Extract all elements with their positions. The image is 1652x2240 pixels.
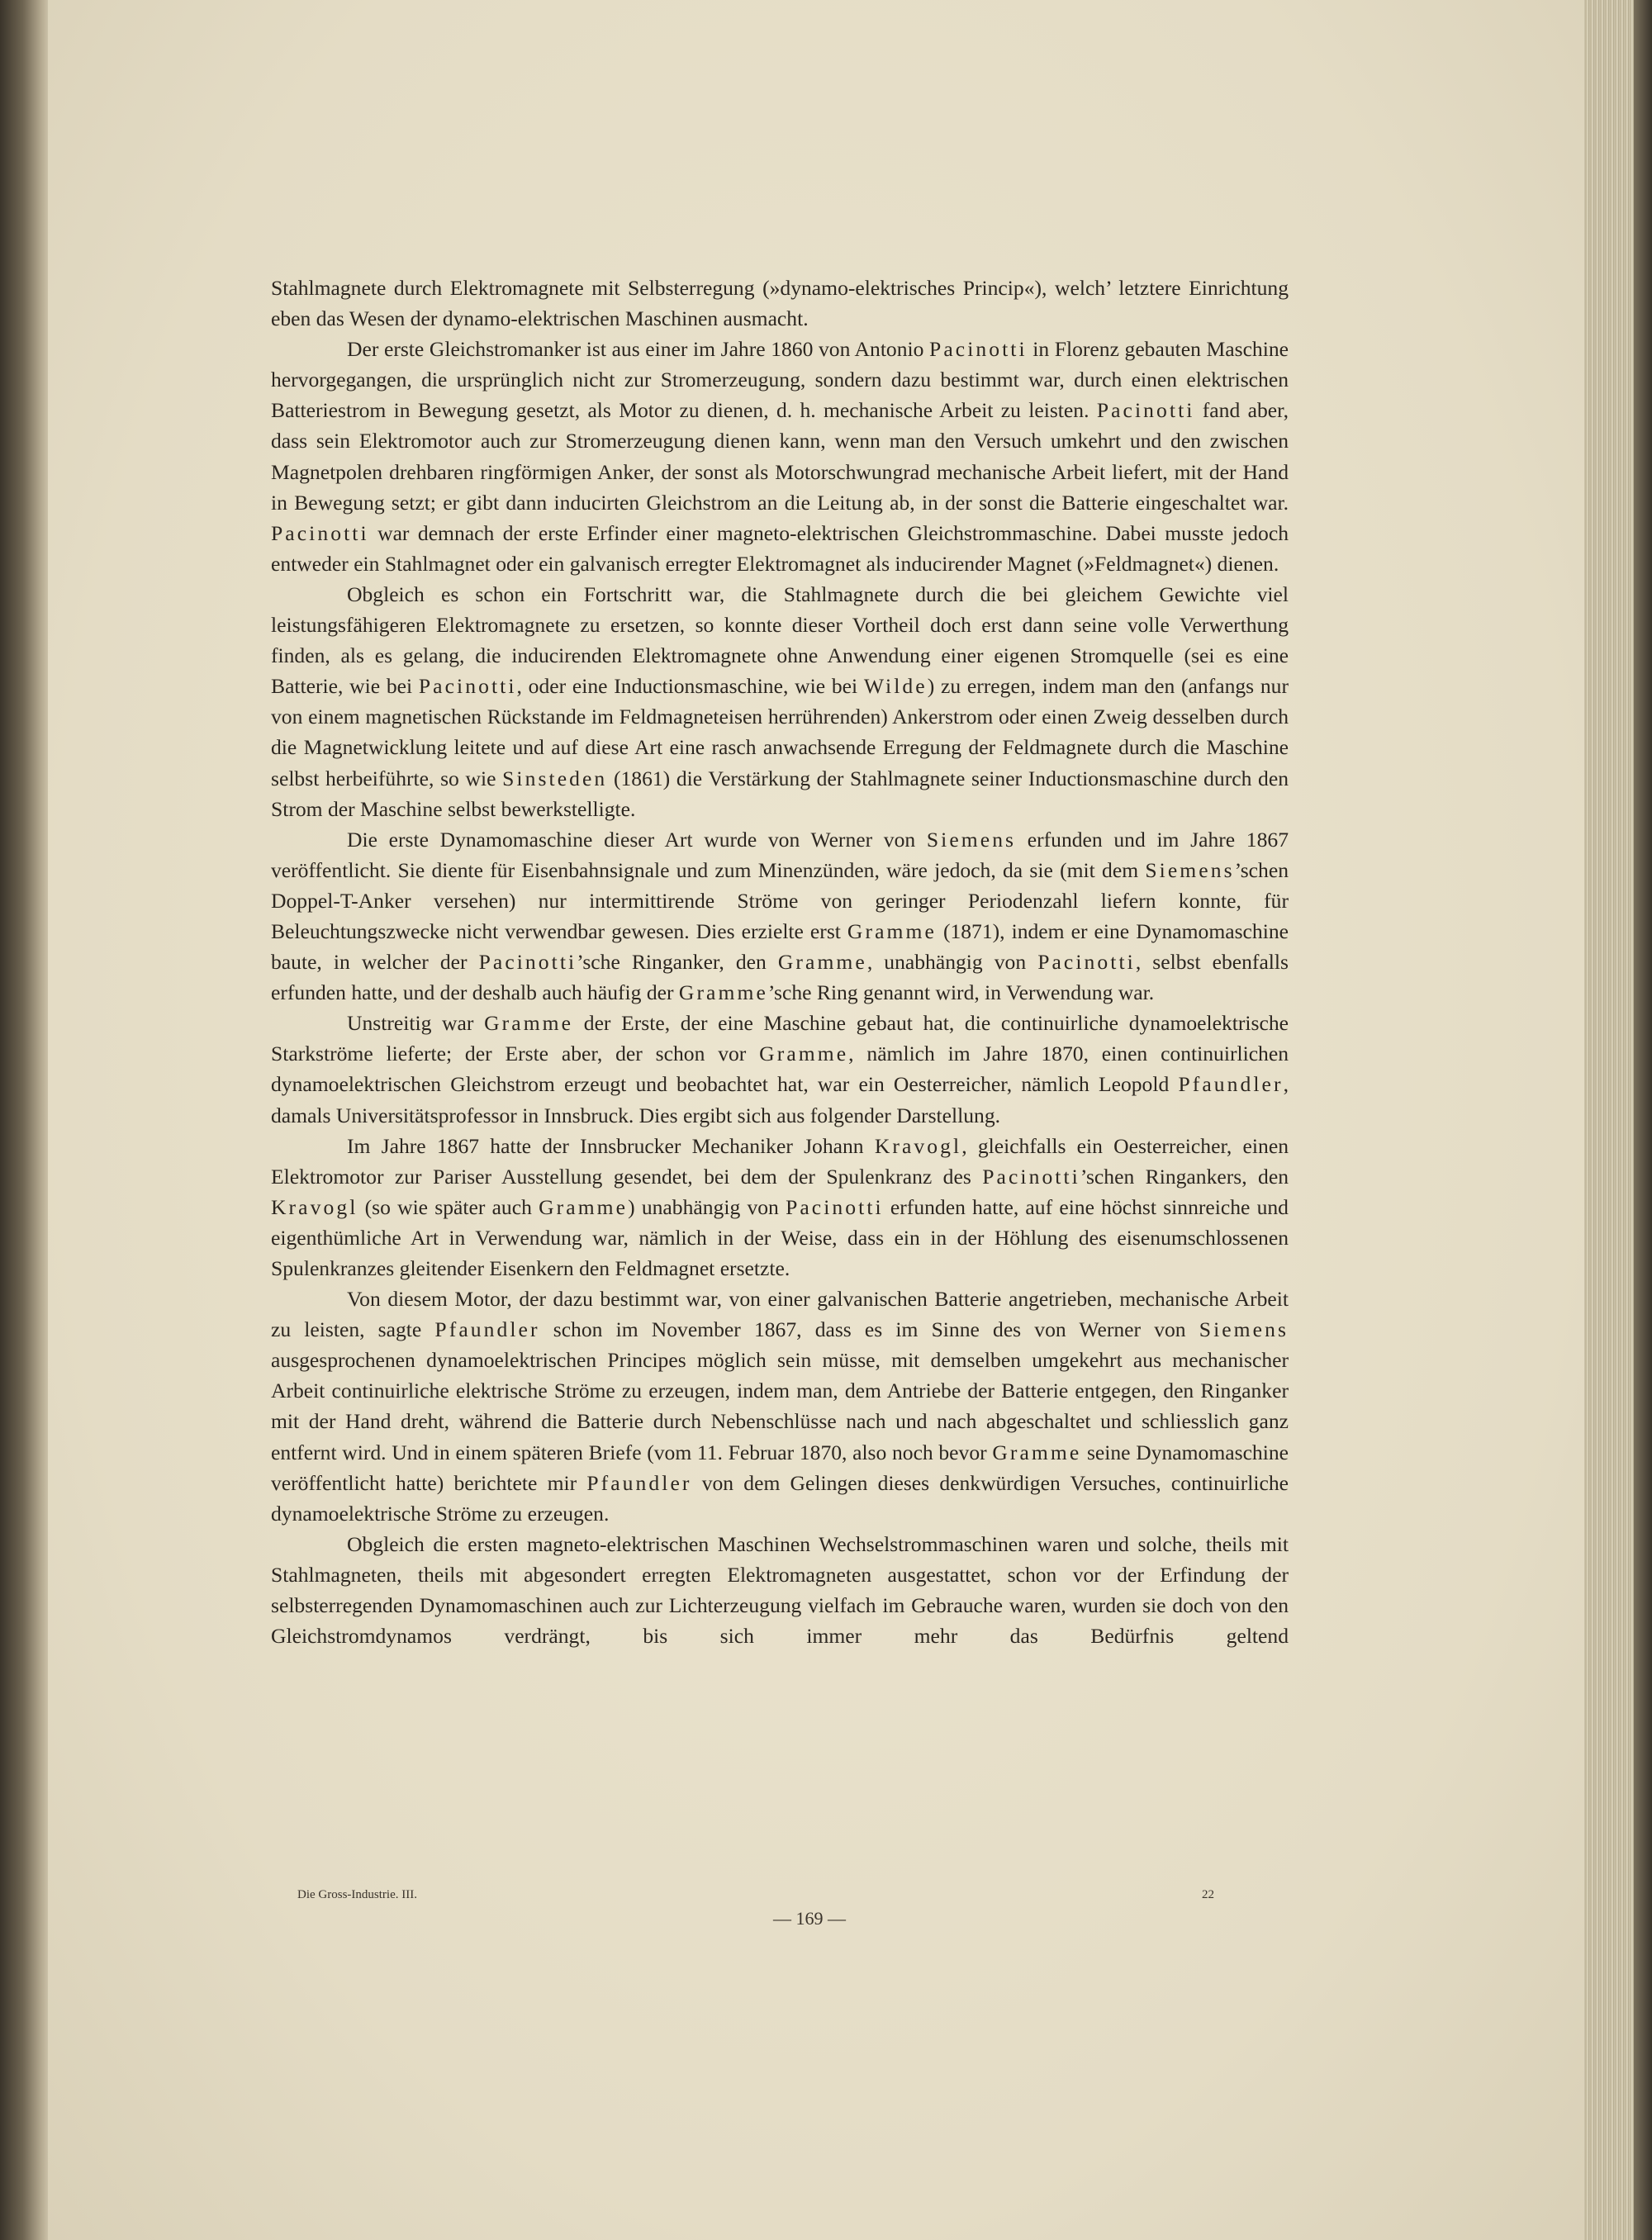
spaced-name: Pfaundler (434, 1317, 540, 1342)
signature-mark: 22 (1202, 1888, 1214, 1901)
spaced-name: Pacinotti (786, 1194, 884, 1219)
page-number: — 169 — (773, 1908, 846, 1929)
text-run: , selbst ebenfalls erfunden hatte, und der deshalb auch häufig der (271, 950, 1289, 1005)
text-run: , unabhängig von (866, 950, 1038, 975)
book-gutter (0, 0, 51, 2240)
text-run: erfunden und im Jahre 1867 veröffentlicht. Sie diente für Eisenbahnsignale und zum Minenzünden, wäre jedoch, da sie (mit dem (271, 827, 1289, 882)
spaced-name: Gramme (539, 1194, 629, 1219)
text-run: ausgesprochenen dynamoelektrischen Principes möglich sein müsse, mit demselben umgekehrt aus mechanischer Arbeit continuirliche elektrische Ströme zu erzeugen, indem man, dem Antriebe der Batterie entgegen, den Ringanker mit der Hand dreht, während die Batterie durch Nebenschlüsse nach und nach abgeschaltet und schliesslich ganz entfernt wird. Und in einem späteren Briefe (vom 11. Februar 1870, also noch bevor (271, 1348, 1289, 1464)
text-run: Obgleich es schon ein Fortschritt war, die Stahlmagnete durch die bei gleichem Gewichte viel leistungsfähigeren Elektromagnete zu ersetzen, so konnte dieser Vortheil doch erst dann seine volle Verwerthung finden, als es gelang, die inducirenden Elektromagnete ohne Anwendung einer eigenen Stromquelle (sei es eine Batterie, wie bei (271, 581, 1289, 699)
spaced-name: Kravogl (874, 1133, 962, 1158)
text-run: schon im November 1867, dass es im Sinne des von Werner von (539, 1317, 1199, 1342)
text-run: seine Dynamomaschine veröffentlicht hatte) berichtete mir (271, 1440, 1289, 1495)
text-run: Von diesem Motor, der dazu bestimmt war, von einer galvanischen Batterie angetrieben, mechanische Arbeit zu leisten, sagte (271, 1287, 1289, 1342)
paragraph (271, 334, 1289, 579)
paragraph (271, 579, 1289, 824)
spaced-name: Pacinotti (929, 337, 1028, 362)
text-run: war demnach der erste Erfinder einer magneto-elektrischen Gleichstrommaschine. Dabei musste jedoch entweder ein Stahlmagnet oder ein galvanisch erregter Elektromagnet als inducirender Magnet (»Feldmagnet«) dienen. (271, 520, 1289, 576)
text-run: von dem Gelingen dieses denkwürdigen Versuches, continuirliche dynamoelektrische Ströme zu erzeugen. (271, 1470, 1289, 1526)
spaced-name: Pacinotti (271, 520, 369, 545)
spaced-name: Siemens (1199, 1317, 1289, 1342)
text-run: der Erste, der eine Maschine gebaut hat, die continuirliche dynamoelektrische Starkströme lieferte; der Erste aber, der schon vor (271, 1011, 1289, 1066)
spaced-name: Pacinotti (1096, 398, 1195, 423)
paragraph (271, 1529, 1289, 1651)
spaced-name: Pacinotti (478, 950, 577, 975)
spaced-name: Kravogl (271, 1194, 358, 1219)
text-run: (1861) die Verstärkung der Stahlmagnete seiner Inductionsmaschine durch den Strom der Maschine selbst bewerkstelligte. (271, 766, 1289, 821)
text-run: Unstreitig war (347, 1011, 485, 1036)
spaced-name: Pacinotti (982, 1164, 1080, 1189)
text-run: (so wie später auch (358, 1194, 539, 1219)
paragraph (271, 273, 1289, 334)
text-run: ’sche Ringanker, den (577, 950, 778, 975)
page-edges (1584, 0, 1652, 2240)
text-run: ’sche Ring genannt wird, in Verwendung war. (767, 980, 1155, 1005)
text-run: erfunden hatte, auf eine höchst sinnreiche und eigenthümliche Art in Verwendung war, nämlich in der Weise, dass ein in der Höhlung des eisenumschlossenen Spulenkranzes gleitender Eisenkern den Feldmagnet ersetzte. (271, 1194, 1289, 1280)
text-run: fand aber, dass sein Elektromotor auch zur Stromerzeugung dienen kann, wenn man den Versuch umkehrt und den zwischen Magnetpolen drehbaren ringförmigen Anker, der sonst als Motorschwungrad mechanische Arbeit liefert, mit der Hand in Bewegung setzt; er gibt dann inducirten Gleichstrom an die Leitung ab, in der sonst die Batterie eingeschaltet war. (271, 398, 1289, 515)
spaced-name: Gramme (484, 1011, 574, 1036)
spaced-name: Pacinotti (1037, 950, 1136, 975)
spaced-name: Siemens (1145, 857, 1235, 882)
footer-title: Die Gross-Industrie. III. (297, 1888, 417, 1901)
text-run: ’schen Ringankers, den (1080, 1164, 1289, 1189)
text-run: , damals Universitätsprofessor in Innsbruck. Dies ergibt sich aus folgender Darstellung. (271, 1072, 1289, 1127)
paragraph (271, 1131, 1289, 1284)
text-run: ) unabhängig von (628, 1194, 786, 1219)
spaced-name: Pacinotti (418, 674, 517, 699)
spaced-name: Sinsteden (502, 766, 608, 790)
text-run: (1871), indem er eine Dynamomaschine baute, in welcher der (271, 918, 1289, 975)
text-run: Obgleich die ersten magneto-elektrischen Maschinen Wechselstrommaschinen waren und solche, theils mit Stahlmagneten, theils mit abgesondert erregten Elektromagneten ausgestattet, schon vor der Erfindung der selbsterregenden Dynamomaschinen auch zur Lichterzeugung vielfach im Gebrauche waren, wurden sie doch von den Gleichstromdynamos verdrängt, bis sich immer mehr das Bedürfnis geltend (271, 1531, 1289, 1649)
text-run: Die erste Dynamomaschine dieser Art wurde von Werner von (347, 827, 927, 852)
spaced-name: Gramme (777, 950, 867, 975)
text-run: , nämlich im Jahre 1870, einen continuirlichen dynamoelektrischen Gleichstrom erzeugt und beobachtet hat, war ein Oesterreicher, nämlich Leopold (271, 1042, 1289, 1097)
spaced-name: Siemens (926, 827, 1017, 852)
text-run: Stahlmagnete durch Elektromagnete mit Selbsterregung (»dynamo-elektrisches Princip«), welch’ letztere Einrichtung eben das Wesen der dynamo-elektrischen Maschinen ausmacht. (271, 276, 1289, 331)
spaced-name: Gramme (759, 1042, 849, 1066)
text-run: in Florenz gebauten Maschine hervorgegangen, die ursprünglich nicht zur Stromerzeugung, sondern dazu bestimmt war, durch einen elektrischen Batteriestrom in Bewegung gesetzt, als Motor zu dienen, d. h. mechanische Arbeit zu leisten. (271, 337, 1289, 423)
text-run: ’schen Doppel-T-Anker versehen) nur intermittirende Ströme von geringer Periodenzahl liefern konnte, für Beleuchtungszwecke nicht verwendbar gewesen. Dies erzielte erst (271, 857, 1289, 943)
text-run: Der erste Gleichstromanker ist aus einer im Jahre 1860 von Antonio (347, 337, 930, 362)
text-run: , gleichfalls ein Oesterreicher, einen Elektromotor zur Pariser Ausstellung gesendet, bei dem der Spulenkranz des (271, 1133, 1289, 1189)
text-run: ) zu erregen, indem man den (anfangs nur von einem magnetischen Rückstande im Feldmagneteisen herrührenden) Ankerstrom oder einen Zweig desselben durch die Magnetwicklung leitete und auf diese Art eine rasch anwachsende Erregung der Feldmagnete durch die Maschine selbst herbeiführte, so wie (271, 674, 1289, 790)
spaced-name: Gramme (847, 918, 937, 943)
paragraph (271, 1284, 1289, 1529)
paragraph (271, 824, 1289, 1008)
spaced-name: Gramme (992, 1440, 1082, 1464)
spaced-name: Pfaundler (1178, 1072, 1284, 1097)
spaced-name: Gramme (678, 980, 768, 1005)
body-text (271, 273, 1289, 1651)
text-run: , oder eine Inductionsmaschine, wie bei (516, 674, 864, 699)
spaced-name: Pfaundler (586, 1470, 692, 1495)
text-run: Im Jahre 1867 hatte der Innsbrucker Mechaniker Johann (347, 1133, 875, 1158)
spaced-name: Wilde (863, 674, 928, 699)
paragraph (271, 1008, 1289, 1130)
